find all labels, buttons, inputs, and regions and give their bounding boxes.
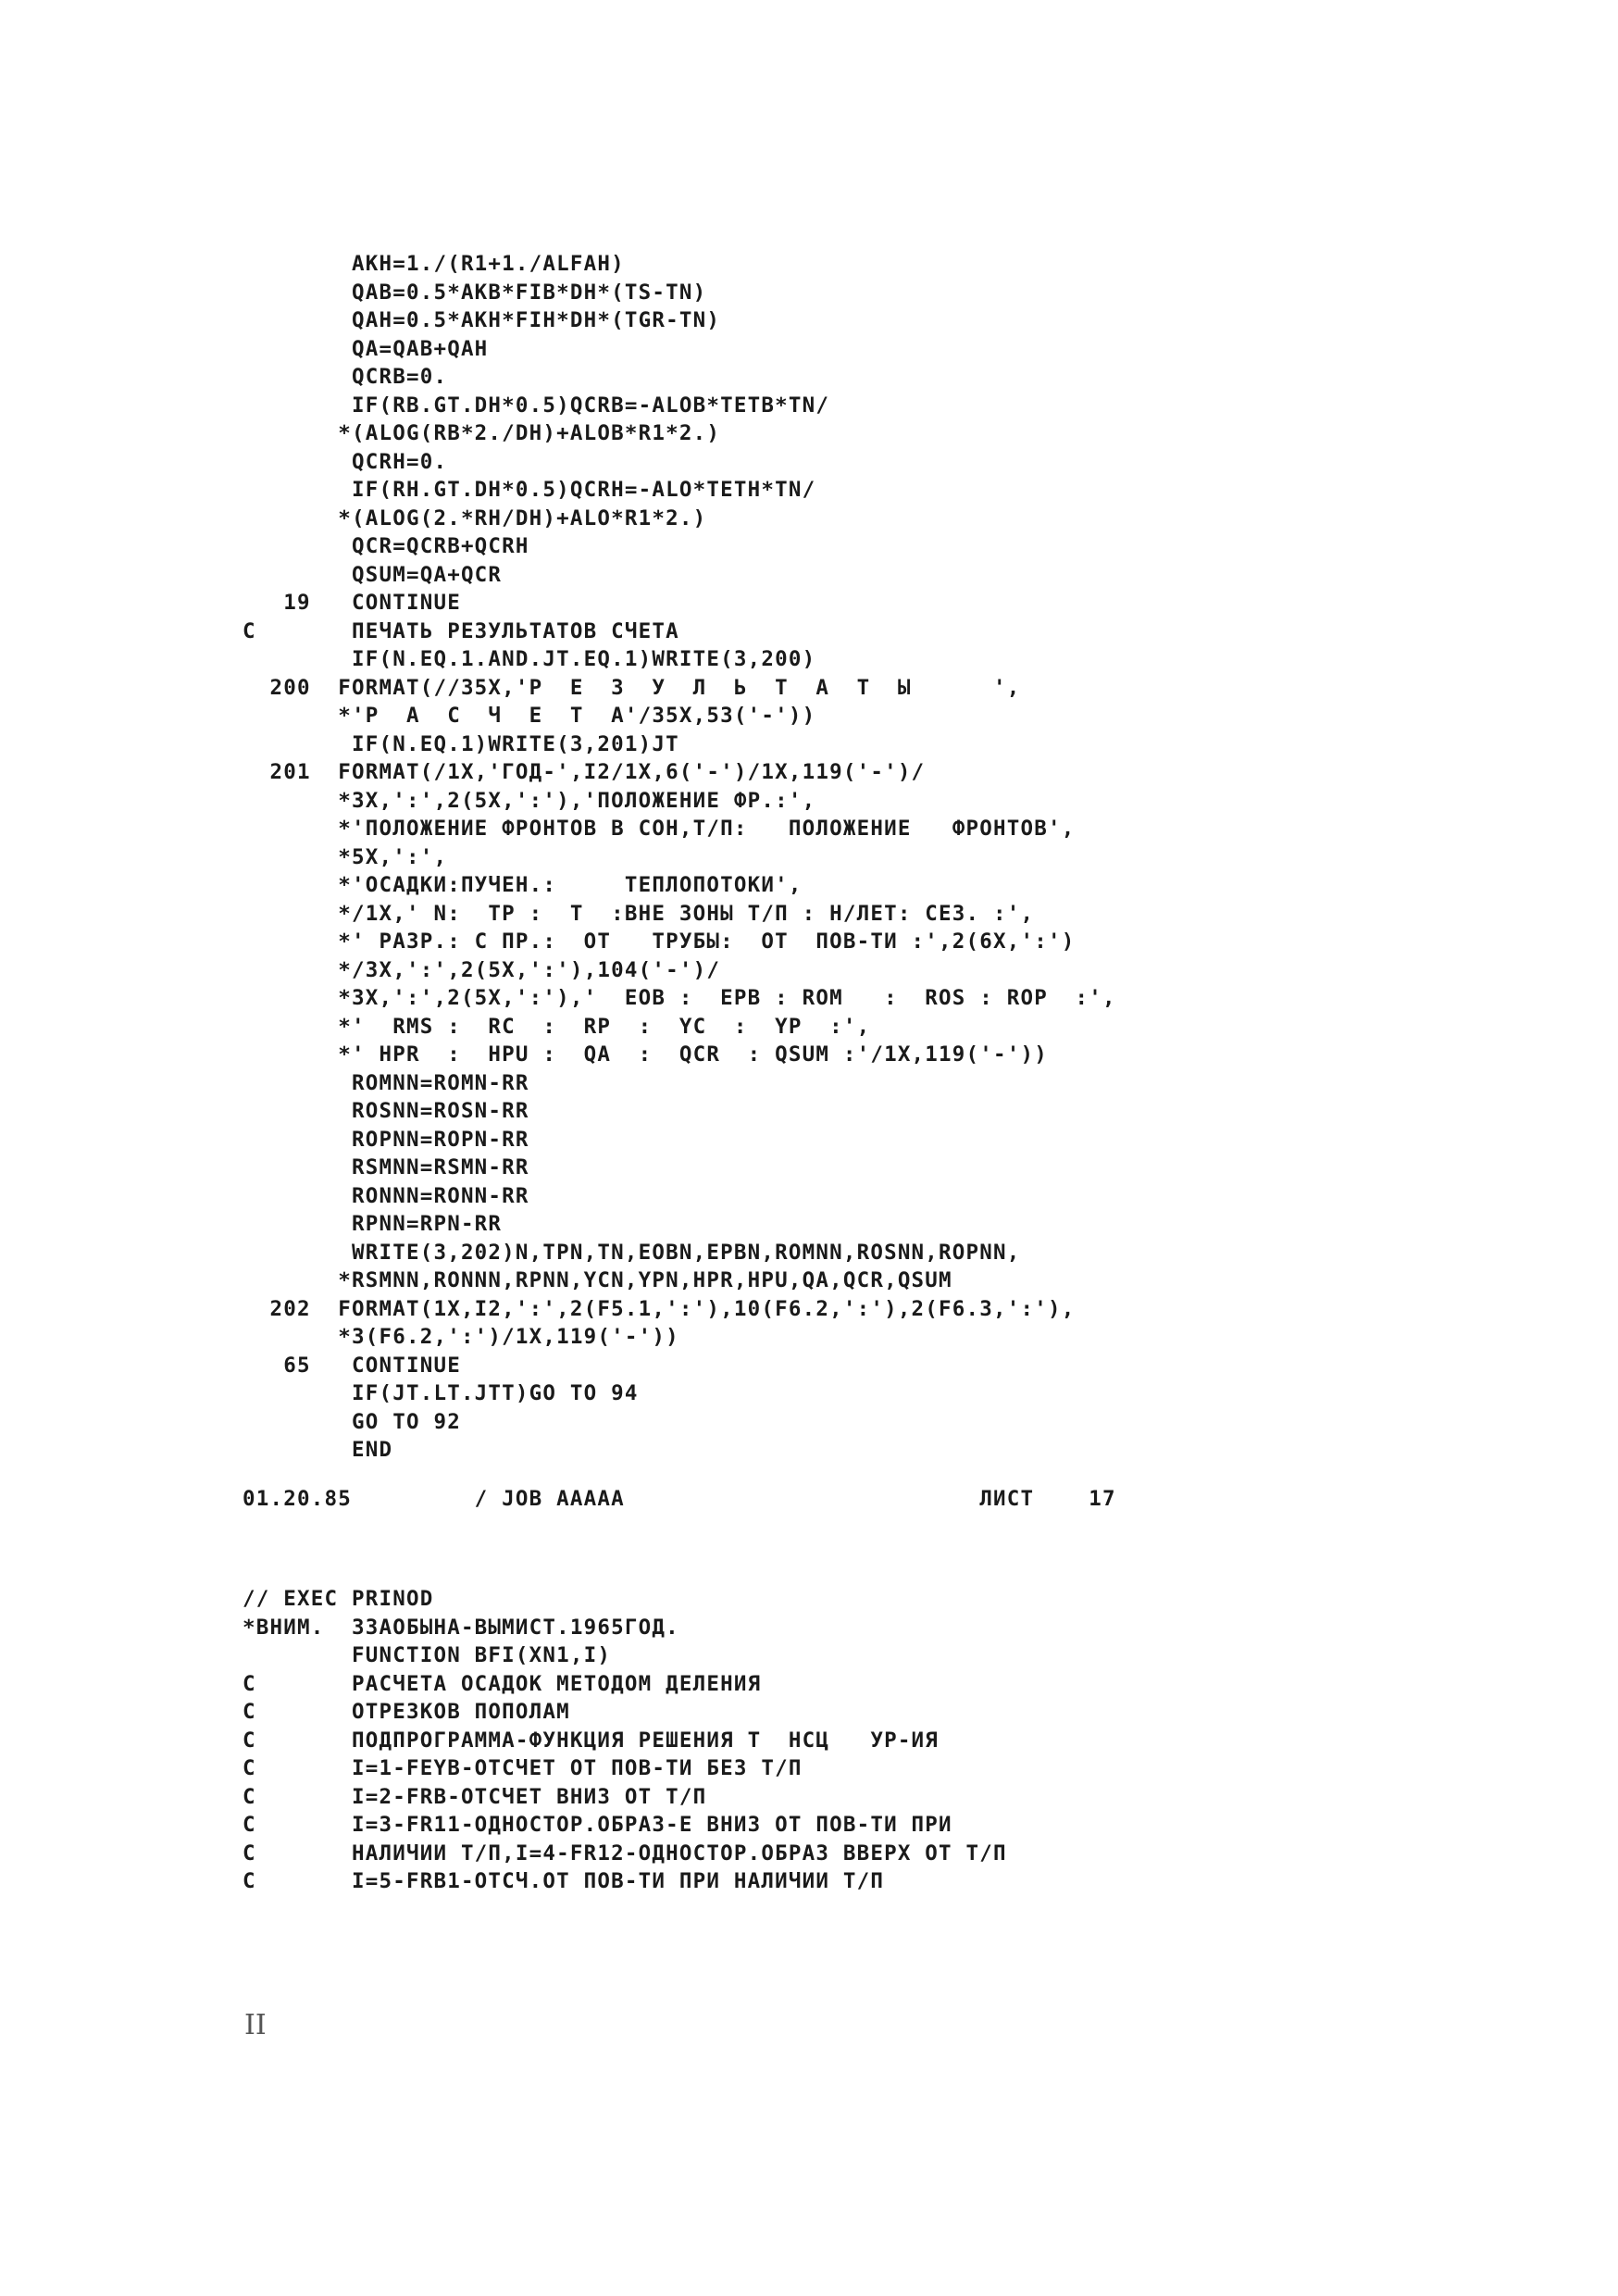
code-line: QCR=QCRB+QCRH: [243, 534, 529, 558]
code-line: *ВНИМ. ЗЗАОБЫНА-ВЫМИСТ.1965ГОД.: [243, 1615, 679, 1640]
code-line: *RSMNN,RONNN,RPNN,YCN,YPN,HPR,HPU,QA,QCR,QSUM: [243, 1268, 952, 1292]
code-line: 19 CONTINUE: [243, 591, 461, 615]
spacer: [243, 1465, 1116, 1485]
code-line: IF(N.EQ.1.AND.JT.EQ.1)WRITE(3,200): [243, 647, 816, 671]
code-line: QCRH=0.: [243, 449, 448, 474]
comment-line: C НАЛИЧИИ Т/П,I=4-FR12-ОДНОСТОР.ОБРАЗ ВВЕРХ ОТ Т/П: [243, 1841, 1007, 1866]
code-line: IF(N.EQ.1)WRITE(3,201)JT: [243, 731, 679, 756]
code-line: ROPNN=ROPN-RR: [243, 1127, 529, 1152]
code-line: RPNN=RPN-RR: [243, 1212, 503, 1236]
code-line: *'P A C Ч E T A'/35X,53('-')): [243, 704, 816, 728]
footer-left: 01.20.85 / JOB AAAAA: [243, 1486, 625, 1511]
code-line: */3X,':',2(5X,':'),104('-')/: [243, 957, 721, 982]
code-line: *' HPR : HPU : QA : QCR : QSUM :'/1X,119('-')): [243, 1042, 1049, 1067]
comment-line: C ПОДПРОГРАММА-ФУНКЦИЯ РЕШЕНИЯ Т НСЦ УР-ИЯ: [243, 1728, 940, 1753]
code-line: WRITE(3,202)N,TPN,TN,EOBN,EPBN,ROMNN,ROSNN,ROPNN,: [243, 1240, 1021, 1265]
comment-line: C I=2-FRB-ОТСЧЕТ ВНИЗ ОТ Т/П: [243, 1784, 707, 1809]
code-line: *(ALOG(2.*RH/DH)+ALO*R1*2.): [243, 505, 707, 530]
code-line: RONNN=RONN-RR: [243, 1183, 529, 1208]
code-line: *5X,':',: [243, 844, 448, 869]
code-line: *'ПОЛОЖЕНИЕ ФРОНТОВ В СОН,Т/П: ПОЛОЖЕНИЕ ФРОНТОВ',: [243, 817, 1076, 841]
code-line: */1X,' N: TP : T :ВНЕ ЗОНЫ Т/П : Н/ЛЕТ: СЕЗ. :',: [243, 901, 1035, 926]
code-line: IF(RH.GT.DH*0.5)QCRH=-ALO*TETH*TN/: [243, 478, 816, 502]
sheet-number: ЛИСТ 17: [979, 1486, 1116, 1511]
code-line: QA=QAB+QAH: [243, 336, 489, 361]
code-line: *3X,':',2(5X,':'),'ПОЛОЖЕНИЕ ФР.:',: [243, 788, 816, 813]
comment-line: C РАСЧЕТА ОСАДОК МЕТОДОМ ДЕЛЕНИЯ: [243, 1671, 762, 1696]
listing-footer: [243, 1485, 1116, 1514]
code-line: IF(JT.LT.JTT)GO TO 94: [243, 1381, 639, 1405]
code-line: GO TO 92: [243, 1409, 461, 1434]
code-line: *'ОСАДКИ:ПУЧЕН.: ТЕПЛОПОТОКИ',: [243, 873, 803, 897]
comment-line: C I=1-FEYB-ОТСЧЕТ ОТ ПОВ-ТИ БЕЗ Т/П: [243, 1756, 803, 1780]
code-line: *' RMS : RC : RP : YC : YP :',: [243, 1014, 871, 1039]
code-line: ROSNN=ROSN-RR: [243, 1099, 529, 1123]
comment-line: C I=5-FRB1-ОТСЧ.ОТ ПОВ-ТИ ПРИ НАЛИЧИИ Т/П: [243, 1869, 885, 1893]
code-line: 202 FORMAT(1X,I2,':',2(F5.1,':'),10(F6.2,':'),2(F6.3,':'),: [243, 1296, 1076, 1321]
code-line: RSMNN=RSMN-RR: [243, 1155, 529, 1179]
code-line: QAB=0.5*AKB*FIB*DH*(TS-TN): [243, 280, 707, 305]
comment-line: C ОТРЕЗКОВ ПОПОЛАМ: [243, 1700, 570, 1724]
code-line: QAH=0.5*AKH*FIH*DH*(TGR-TN): [243, 308, 721, 332]
code-line: *3X,':',2(5X,':'),' EOB : EPB : ROM : ROS : ROP :',: [243, 986, 1116, 1010]
code-line: QCRB=0.: [243, 365, 448, 389]
code-line: END: [243, 1438, 393, 1462]
code-line: *' РАЗР.: С ПР.: ОТ ТРУБЫ: ОТ ПОВ-ТИ :',2(6X,':'): [243, 930, 1076, 954]
code-line: 65 CONTINUE: [243, 1353, 461, 1378]
comment-line: C ПЕЧАТЬ РЕЗУЛЬТАТОВ СЧЕТА: [243, 618, 679, 643]
program-listing: [243, 250, 1116, 1896]
code-line: ROMNN=ROMN-RR: [243, 1070, 529, 1095]
code-line: *(ALOG(RB*2./DH)+ALOB*R1*2.): [243, 421, 721, 445]
spacer: [243, 1513, 1116, 1585]
code-line: *3(F6.2,':')/1X,119('-')): [243, 1325, 679, 1349]
code-line: 201 FORMAT(/1X,'ГОД-',I2/1X,6('-')/1X,119('-')/: [243, 760, 926, 784]
page-mark: II: [244, 2009, 267, 2041]
comment-line: C I=3-FR11-ОДНОСТОР.ОБРАЗ-Е ВНИЗ ОТ ПОВ-ТИ ПРИ: [243, 1813, 952, 1837]
code-line: 200 FORMAT(//35X,'P E 3 У Л Ь T A T Ы ',: [243, 675, 1021, 700]
code-line: // EXEC PRINOD: [243, 1587, 434, 1611]
code-line: IF(RB.GT.DH*0.5)QCRB=-ALOB*TETB*TN/: [243, 393, 830, 418]
code-line: FUNCTION BFI(XN1,I): [243, 1643, 612, 1667]
code-line: AKH=1./(R1+1./ALFAH): [243, 252, 625, 276]
code-line: QSUM=QA+QCR: [243, 562, 503, 587]
